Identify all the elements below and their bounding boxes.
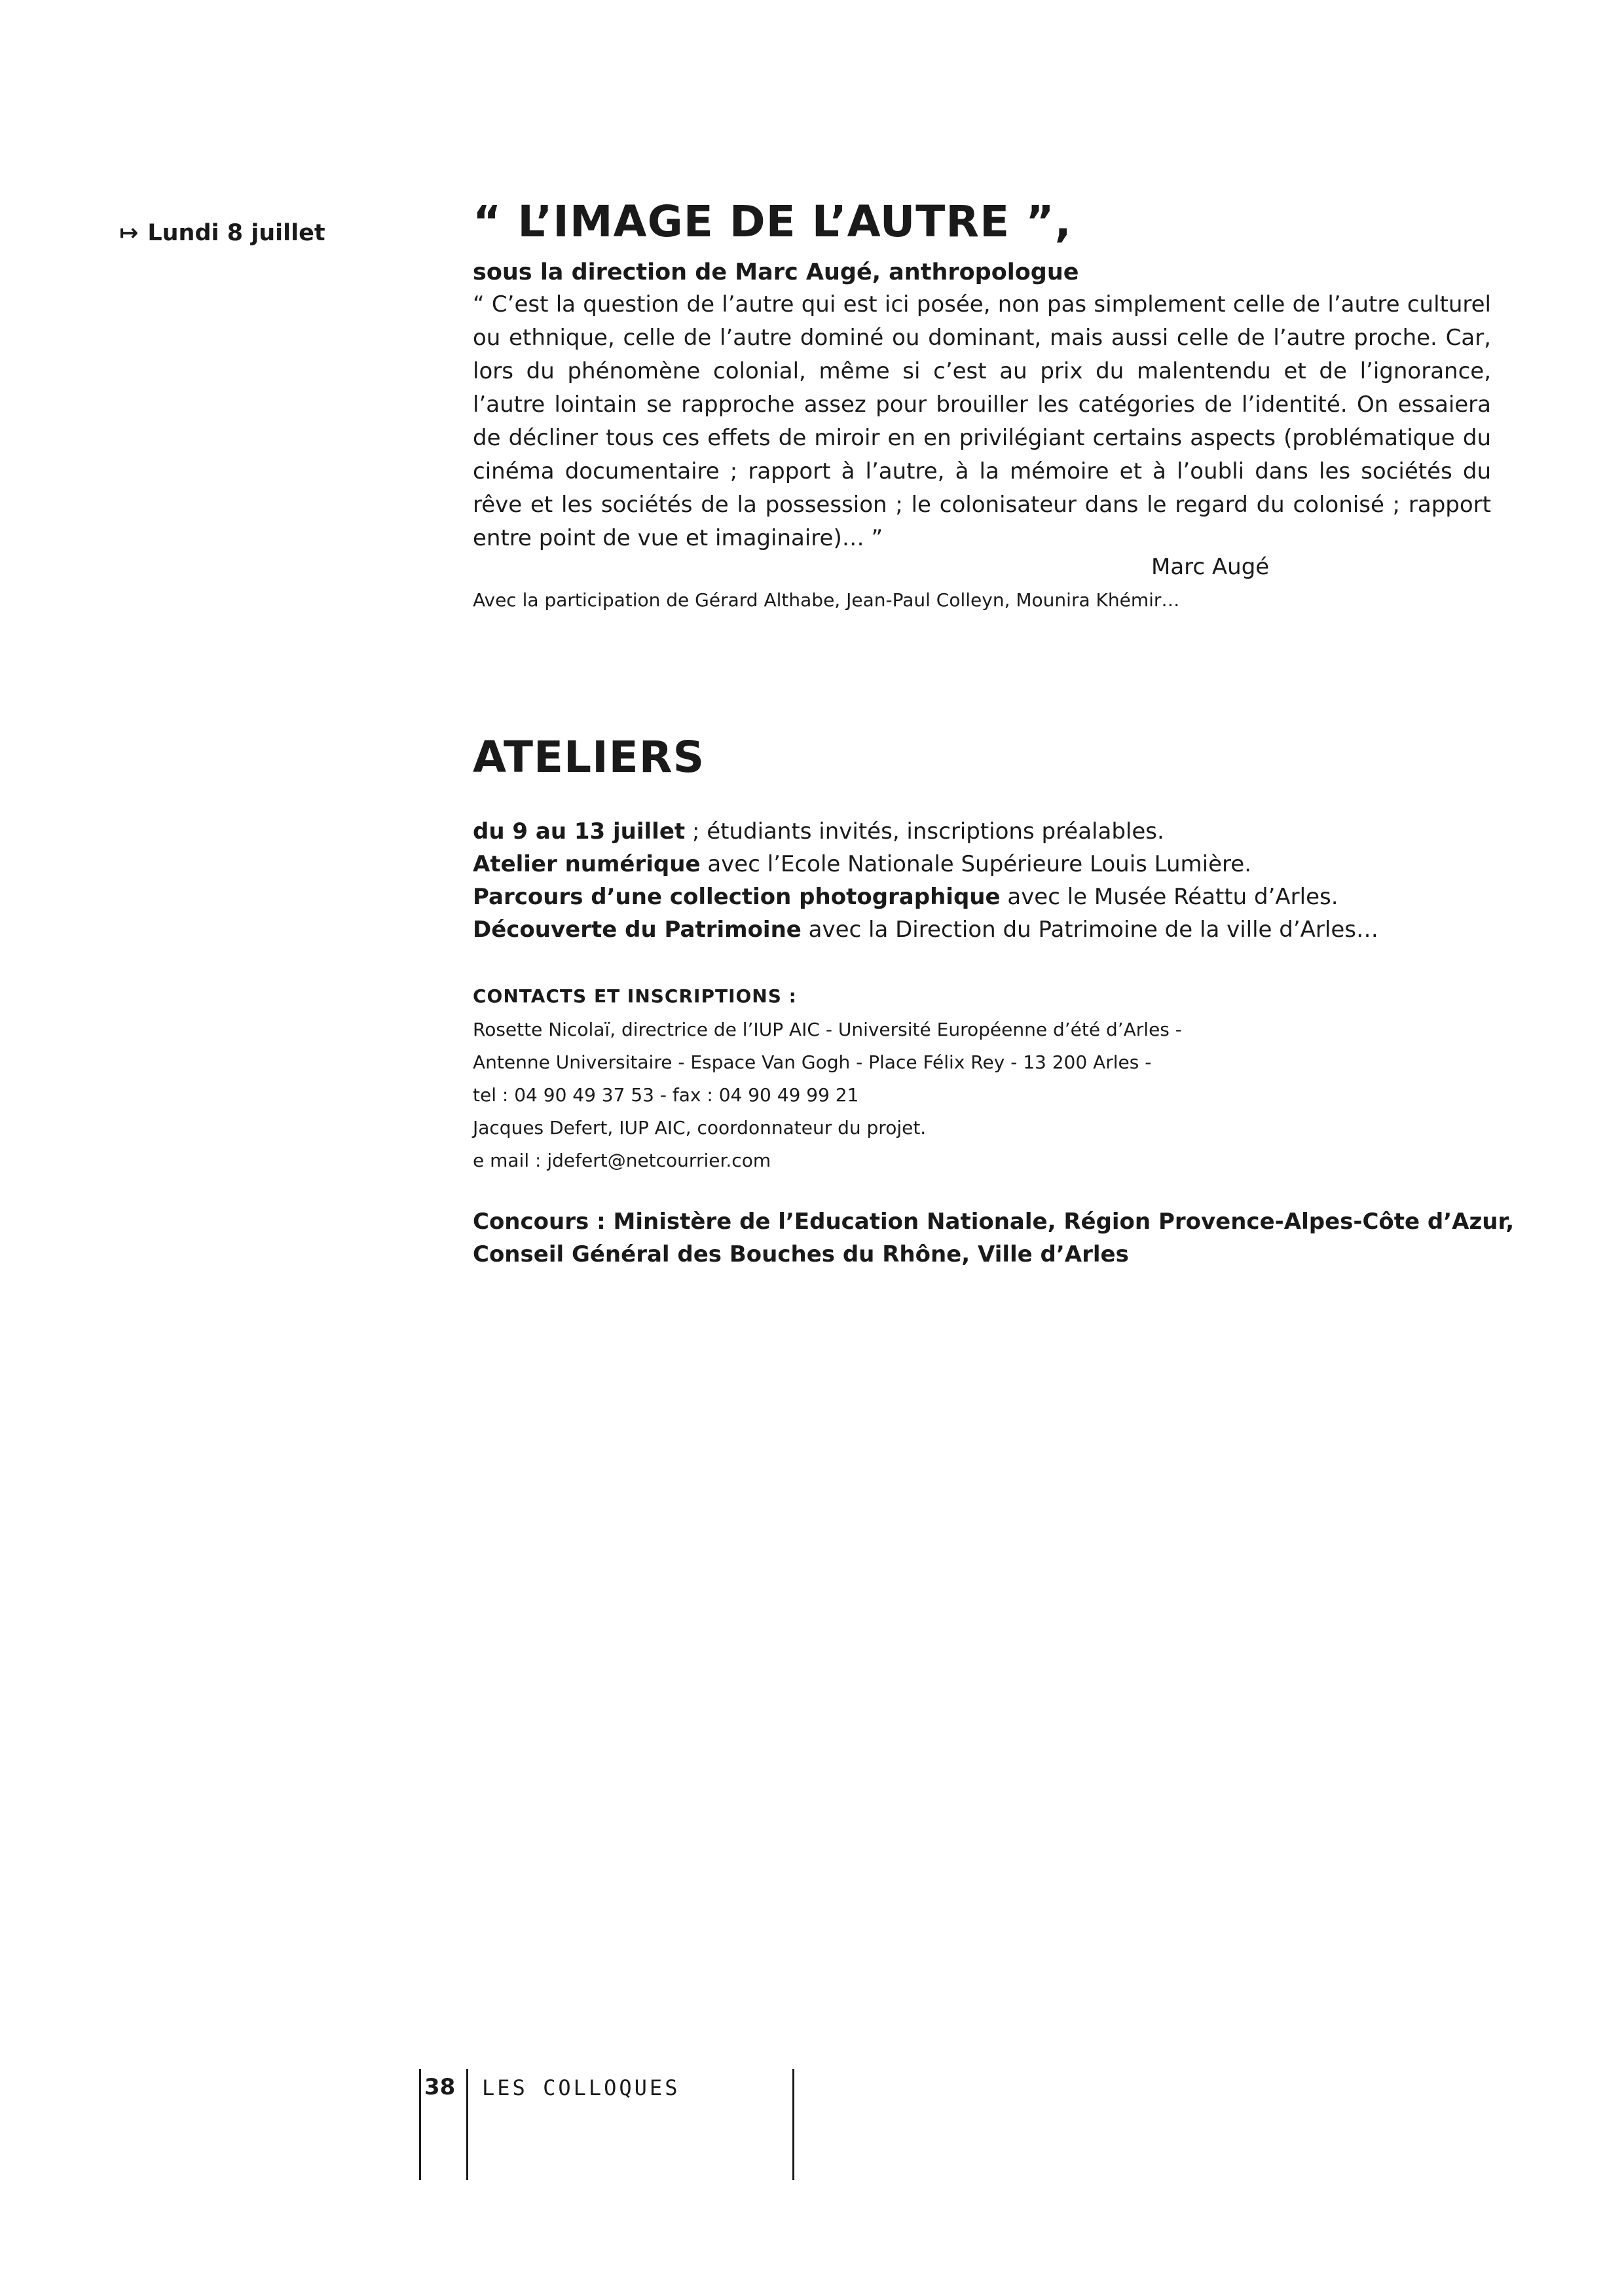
atelier-line-text: avec la Direction du Patrimoine de la ville d’Arles… bbox=[801, 917, 1378, 943]
colloque-title: “ L’IMAGE DE L’AUTRE ”, bbox=[473, 196, 1072, 247]
atelier-line bbox=[473, 884, 1338, 910]
contact-email: e mail : jdefert@netcourrier.com bbox=[473, 1150, 771, 1171]
atelier-line-text: avec l’Ecole Nationale Supérieure Louis Lumière. bbox=[700, 851, 1251, 877]
contact-line: Antenne Universitaire - Espace Van Gogh - Place Félix Rey - 13 200 Arles - bbox=[473, 1051, 1152, 1073]
page-number: 38 bbox=[424, 2074, 456, 2100]
footer-divider bbox=[466, 2069, 468, 2180]
atelier-line bbox=[473, 818, 1164, 845]
session-date bbox=[119, 220, 325, 246]
contacts-heading: CONTACTS ET INSCRIPTIONS : bbox=[473, 985, 797, 1007]
date-text: Lundi 8 juillet bbox=[147, 220, 325, 246]
concours-line: Conseil Général des Bouches du Rhône, Ville d’Arles bbox=[473, 1241, 1129, 1267]
atelier-line bbox=[473, 851, 1251, 877]
quote-paragraph: “ C’est la question de l’autre qui est ici posée, non pas simplement celle de l’autre culturel ou ethnique, celle de l’autre dominé ou dominant, mais aussi celle de l’autre proche. Car, lors du phénomène colonial, même si c’est au prix du malentendu et de l’ignorance, l’autre lointain se rapproche assez pour brouiller les catégories de l’identité. On essaiera de décliner tous ces effets de miroir en en privilégiant certains aspects (problématique du cinéma documentaire ; rapport à l’autre, à la mémoire et à l’oubli dans les sociétés du rêve et les sociétés de la possession ; le colonisateur dans le regard du colonisé ; rapport entre point de vue et imaginaire)… ” bbox=[473, 291, 1491, 551]
ateliers-heading: ATELIERS bbox=[473, 732, 705, 782]
atelier-line-text: avec le Musée Réattu d’Arles. bbox=[1000, 884, 1338, 910]
concours-line: Concours : Ministère de l’Education Nationale, Région Provence-Alpes-Côte d’Azur, bbox=[473, 1209, 1515, 1235]
atelier-line-bold: Découverte du Patrimoine bbox=[473, 917, 802, 943]
atelier-line-bold: Parcours d’une collection photographique bbox=[473, 884, 1001, 910]
atelier-line-bold: Atelier numérique bbox=[473, 851, 701, 877]
atelier-line-bold: du 9 au 13 juillet bbox=[473, 818, 686, 845]
participation-line: Avec la participation de Gérard Althabe, Jean-Paul Colleyn, Mounira Khémir… bbox=[473, 589, 1180, 611]
footer-divider bbox=[419, 2069, 421, 2180]
atelier-line bbox=[473, 917, 1378, 943]
footer-divider bbox=[792, 2069, 794, 2180]
quote-signature: Marc Augé bbox=[1151, 554, 1270, 580]
section-label: LES COLLOQUES bbox=[482, 2075, 680, 2100]
arrow-icon: ↦ bbox=[119, 220, 139, 246]
contact-line: tel : 04 90 49 37 53 - fax : 04 90 49 99 21 bbox=[473, 1084, 859, 1106]
colloque-subtitle: sous la direction de Marc Augé, anthropologue bbox=[473, 259, 1079, 285]
contact-line: Rosette Nicolaï, directrice de l’IUP AIC - Université Européenne d’été d’Arles - bbox=[473, 1019, 1182, 1040]
atelier-line-text: ; étudiants invités, inscriptions préalables. bbox=[685, 818, 1164, 845]
contact-line: Jacques Defert, IUP AIC, coordonnateur du projet. bbox=[473, 1117, 927, 1139]
